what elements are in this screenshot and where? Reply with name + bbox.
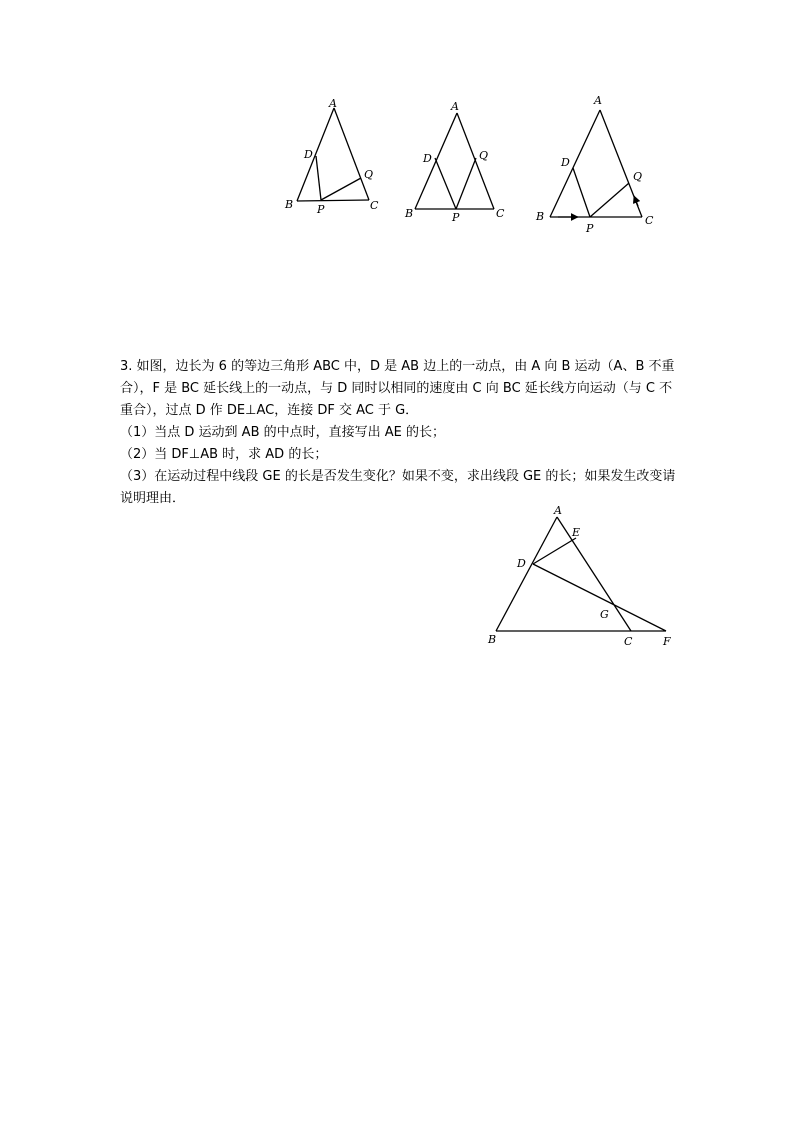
fig3-side-ab: [550, 110, 600, 217]
fig3-label-c: C: [645, 214, 654, 227]
fig4-label-g: G: [600, 608, 609, 621]
figure-2-svg: [400, 96, 515, 226]
fig3-label-d: D: [561, 156, 570, 169]
figure-1-svg: [280, 96, 390, 221]
fig2-label-d: D: [423, 152, 432, 165]
figure-3-svg: [530, 90, 665, 235]
fig1-side-bc: [297, 200, 369, 201]
fig2-label-b: B: [405, 207, 414, 220]
fig3-seg-pq: [590, 183, 629, 217]
figure-problem-3: [480, 500, 680, 655]
figure-problem-3-svg: [480, 500, 680, 655]
fig1-label-d: D: [304, 148, 313, 161]
fig4-label-b: B: [488, 633, 497, 646]
problem-statement: 3. 如图，边长为 6 的等边三角形 ABC 中，D 是 AB 边上的一动点，由 A 向 B 运动（A、B 不重合），F 是 BC 延长线上的一动点，与 D 同时以相同的速度由 C 向 BC 延长线方向运动（与 C 不重合），过点 D 作 DE⊥AC，连接 DF 交 AC 于 G．: [120, 359, 675, 418]
fig2-label-c: C: [496, 207, 505, 220]
fig1-side-ac: [334, 108, 369, 200]
fig4-label-e: E: [572, 526, 581, 539]
fig4-label-a: A: [554, 504, 562, 517]
fig3-arrow-cq: [634, 196, 638, 206]
fig4-side-ab: [496, 517, 557, 631]
fig1-label-a: A: [329, 97, 337, 110]
fig1-label-q: Q: [364, 168, 374, 181]
fig4-label-f: F: [663, 635, 671, 648]
question-2: （2）当 DF⊥AB 时，求 AD 的长；: [120, 447, 328, 462]
figure-1: [280, 96, 390, 221]
figure-3: [530, 90, 665, 235]
fig2-label-p: P: [452, 211, 460, 224]
question-3: （3）在运动过程中线段 GE 的长是否发生变化？如果不变，求出线段 GE 的长；如果发生改变请说明理由．: [120, 469, 676, 506]
fig3-label-a: A: [594, 94, 602, 107]
problem-3: [120, 356, 676, 510]
fig3-seg-dp: [573, 168, 590, 217]
fig4-side-ac: [557, 517, 631, 631]
fig2-seg-dp: [435, 158, 456, 209]
figure-2: [400, 96, 515, 226]
fig2-label-q: Q: [479, 149, 489, 162]
fig1-seg-dp: [316, 156, 321, 200]
fig2-label-a: A: [451, 100, 459, 113]
fig2-seg-pq: [456, 158, 476, 209]
fig3-label-b: B: [536, 210, 545, 223]
question-1: （1）当点 D 运动到 AB 的中点时，直接写出 AE 的长；: [120, 425, 445, 440]
fig1-seg-pq: [321, 178, 361, 200]
fig4-label-d: D: [517, 557, 526, 570]
fig1-side-ab: [297, 108, 334, 201]
fig3-label-p: P: [586, 222, 594, 235]
fig4-label-c: C: [624, 635, 633, 648]
fig3-label-q: Q: [633, 170, 643, 183]
fig1-label-c: C: [370, 199, 379, 212]
fig1-label-p: P: [317, 203, 325, 216]
fig1-label-b: B: [285, 198, 294, 211]
